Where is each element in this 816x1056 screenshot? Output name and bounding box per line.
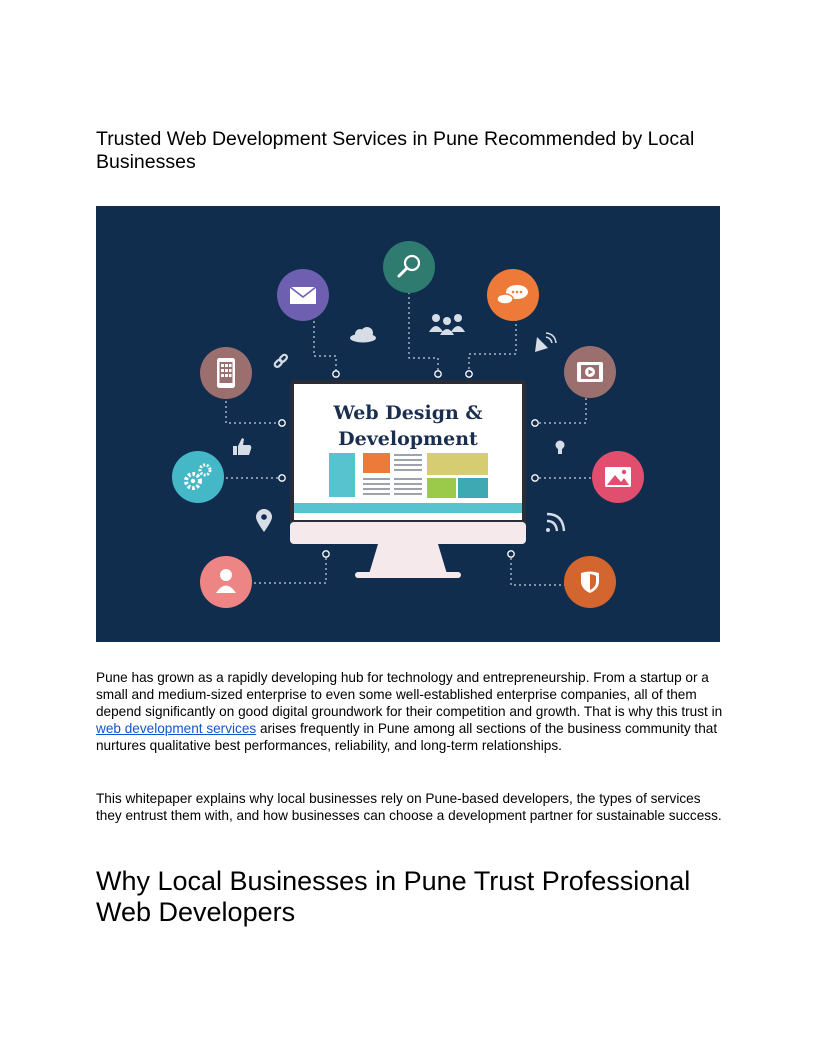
intro-text-before-link: Pune has grown as a rapidly developing hub for technology and entrepreneurship. From a startup or a small and medium-sized enterprise to even some well-established enterprise companies, all of them depend significantly on good digital groundwork for their competition and growth. That is why this trust in <box>96 670 723 719</box>
link-icon <box>274 354 288 368</box>
mail-icon <box>277 269 329 321</box>
page-title: Trusted Web Development Services in Pune Recommended by Local Businesses <box>96 128 695 173</box>
monitor-line-2: Development <box>338 428 478 450</box>
hero-illustration <box>96 206 720 642</box>
rss-icon <box>546 514 564 532</box>
shield-icon <box>564 556 616 608</box>
monitor-line-1: Web Design & <box>333 402 483 424</box>
thumbs-up-icon <box>233 438 251 455</box>
satellite-icon <box>535 333 556 352</box>
video-icon <box>564 346 616 398</box>
lightbulb-icon <box>556 441 565 455</box>
web-development-services-link[interactable]: web development services <box>96 721 257 736</box>
cloud-icon <box>350 327 376 343</box>
people-icon <box>429 314 465 335</box>
chat-icon <box>487 269 539 321</box>
monitor <box>290 380 526 578</box>
intro-paragraph-1 <box>96 669 724 754</box>
image-icon <box>592 451 644 503</box>
user-icon <box>200 556 252 608</box>
mobile-icon <box>200 347 252 399</box>
intro-text-after-link: arises frequently in Pune among all sections of the business community that nurtures qualitative best performances, reliability, and long-term relationships. <box>96 721 718 753</box>
search-icon <box>383 241 435 293</box>
settings-icon <box>172 451 224 503</box>
location-pin-icon <box>256 509 272 532</box>
intro-paragraph-2: This whitepaper explains why local businesses rely on Pune-based developers, the types of services they entrust them with, and how businesses can choose a development partner for sustainable success. <box>96 791 722 823</box>
section-heading: Why Local Businesses in Pune Trust Professional Web Developers <box>96 866 691 927</box>
